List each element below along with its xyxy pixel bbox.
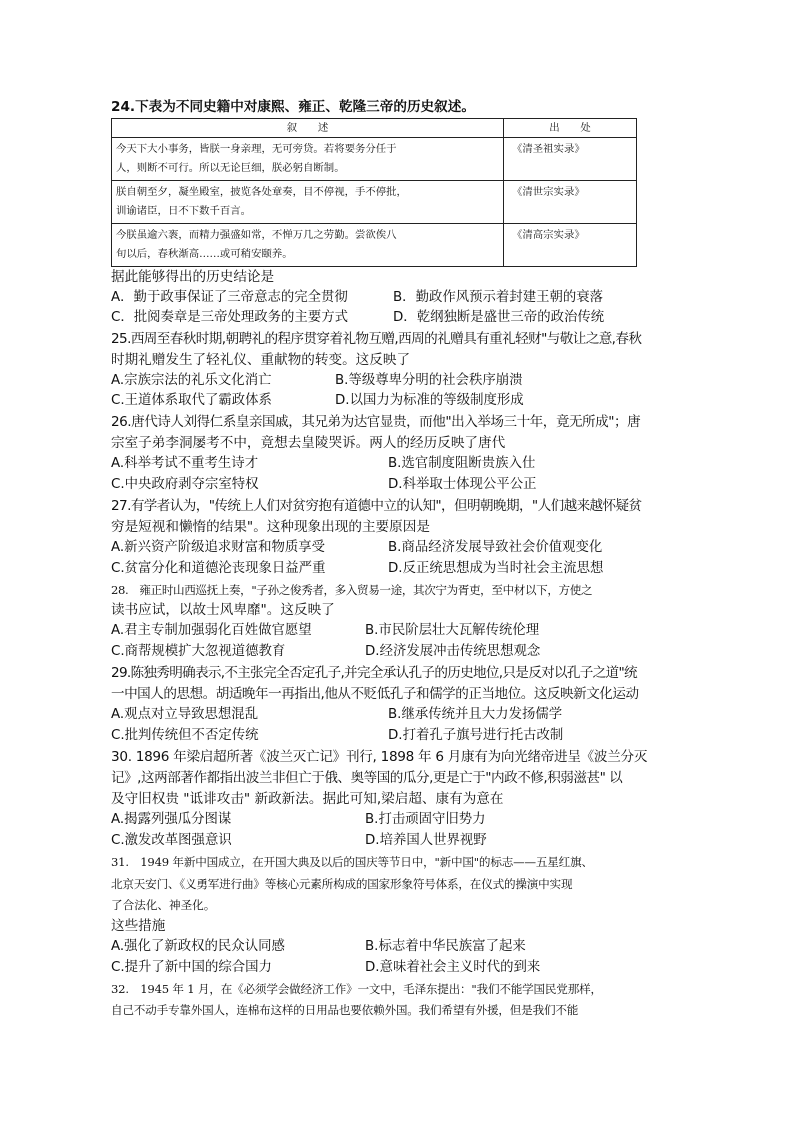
table-row: [112, 138, 637, 181]
history-table: [111, 118, 637, 267]
table-cell-narration: [112, 181, 504, 224]
q31-option-d[interactable]: D.意味着社会主义时代的到来: [365, 960, 541, 975]
q30-stem-line: 及守旧权贵 "诋诽攻击" 新政新法。据此可知,梁启超、康有为意在: [111, 791, 504, 807]
q29-stem-line: 一中国人的思想。胡适晚年一再指出,他从不贬低孔子和儒学的正当地位。这反映新文化运动: [111, 686, 639, 702]
q25-option-d[interactable]: D.以国力为标准的等级制度形成: [335, 393, 524, 408]
q26-option-a[interactable]: A.科举考试不重考生诗才: [111, 456, 259, 471]
q28-option-a[interactable]: A.君主专制加强弱化百姓做官愿望: [111, 623, 312, 638]
q24-stem: 24.下表为不同史籍中对康熙、雍正、乾隆三帝的历史叙述。: [111, 99, 475, 115]
q30-option-a[interactable]: A.揭露列强瓜分图谋: [111, 812, 232, 827]
q24-option-b[interactable]: B．勤政作风预示着封建王朝的衰落: [393, 290, 604, 305]
table-row: [112, 224, 637, 267]
q24-option-a[interactable]: A．勤于政事保证了三帝意志的完全贯彻: [111, 290, 348, 305]
narration-line: 旬以后，春秋渐高……或可稍安颐养。: [116, 248, 293, 260]
table-row: [112, 181, 637, 224]
q24-option-d[interactable]: D．乾纲独断是盛世三帝的政治传统: [393, 310, 605, 325]
q30-option-c[interactable]: C.激发改革图强意识: [111, 833, 232, 848]
narration-line: 今天下大小事务，皆朕一身亲理，无可旁贷。若将要务分任于: [116, 143, 397, 155]
q28-option-b[interactable]: B.市民阶层壮大瓦解传统伦理: [365, 623, 540, 638]
q30-stem-line: 记》,这两部著作都指出波兰非但亡于俄、奥等国的瓜分,更是亡于"内政不修,积弱滋甚" 以: [111, 770, 623, 786]
q30-option-b[interactable]: B.打击顽固守旧势力: [365, 812, 486, 827]
q25-option-a[interactable]: A.宗族宗法的礼乐文化消亡: [111, 373, 272, 388]
q31-option-a[interactable]: A.强化了新政权的民众认同感: [111, 939, 285, 954]
q30-stem-line: 30. 1896 年梁启超所著《波兰灭亡记》刊行, 1898 年 6 月康有为向光绪帝进呈《波兰分灭: [111, 749, 648, 765]
q25-stem-line: 25.西周至春秋时期,朝聘礼的程序贯穿着礼物互赠,西周的礼赠具有重礼轻财"与敬让之意,春秋: [111, 331, 642, 347]
table-cell-source: 《清圣祖实录》: [504, 138, 637, 181]
q29-option-a[interactable]: A.观点对立导致思想混乱: [111, 707, 259, 722]
q24-question: 据此能够得出的历史结论是: [111, 269, 275, 285]
q26-option-d[interactable]: D.科举取士体现公平公正: [388, 477, 537, 492]
q29-stem-line: 29.陈独秀明确表示,不主张完全否定孔子,并完全承认孔子的历史地位,只是反对以孔子之道"统: [111, 665, 637, 681]
q27-stem-line: 穷是短视和懒惰的结果"。这种现象出现的主要原因是: [111, 519, 430, 535]
table-header-source: 出 处: [504, 119, 637, 138]
table-cell-narration: [112, 224, 504, 267]
q29-option-c[interactable]: C.批判传统但不否定传统: [111, 728, 259, 743]
table-cell-source: 《清高宗实录》: [504, 224, 637, 267]
q27-option-b[interactable]: B.商品经济发展导致社会价值观变化: [388, 540, 603, 555]
q27-option-a[interactable]: A.新兴资产阶级追求财富和物质享受: [111, 540, 326, 555]
q31-option-b[interactable]: B.标志着中华民族富了起来: [365, 939, 526, 954]
q32-stem-line: 自己不动手专靠外国人，连棉布这样的日用品也要依赖外国。我们希望有外援，但是我们不能: [111, 1003, 579, 1017]
q29-option-b[interactable]: B.继承传统并且大力发扬儒学: [388, 707, 563, 722]
table-header-row: [112, 119, 637, 138]
q25-option-c[interactable]: C.王道体系取代了霸政体系: [111, 393, 272, 408]
q30-option-d[interactable]: D.培养国人世界视野: [365, 833, 487, 848]
narration-line: 今朕虽逾六袠，而精力强盛如常，不惮万几之劳勤。尝欲俟八: [116, 229, 397, 241]
q31-stem-line: 31. 1949 年新中国成立，在开国大典及以后的国庆等节日中，"新中国"的标志——五星红旗、: [111, 855, 593, 869]
narration-line: 训谕诸臣，日不下数千百言。: [116, 205, 252, 217]
narration-line: 人，则断不可行。所以无论巨细，朕必躬自断制。: [116, 162, 345, 174]
q28-stem-line: 28. 雍正时山西巡抚上奏，"子孙之俊秀者，多入贸易一途，其次宁为胥吏，至中材以下，方使之: [111, 583, 593, 597]
q24-option-c[interactable]: C．批阅奏章是三帝处理政务的主要方式: [111, 310, 348, 325]
q26-option-c[interactable]: C.中央政府剥夺宗室特权: [111, 477, 259, 492]
table-header-narration: 叙 述: [112, 119, 504, 138]
q31-option-c[interactable]: C.提升了新中国的综合国力: [111, 960, 272, 975]
q26-stem-line: 26.唐代诗人刘得仁系皇亲国戚，其兄弟为达官显贵，而他"出入举场三十年，竟无所成"；唐: [111, 414, 641, 430]
q28-option-c[interactable]: C.商帮规模扩大忽视道德教育: [111, 644, 286, 659]
table-cell-narration: [112, 138, 504, 181]
q28-option-d[interactable]: D.经济发展冲击传统思想观念: [365, 644, 541, 659]
q29-option-d[interactable]: D.打着孔子旗号进行托古改制: [388, 728, 564, 743]
q27-option-d[interactable]: D.反正统思想成为当时社会主流思想: [388, 561, 604, 576]
q26-option-b[interactable]: B.选官制度阻断贵族入仕: [388, 456, 536, 471]
q25-stem-line: 时期礼赠发生了轻礼仪、重献物的转变。这反映了: [111, 352, 411, 368]
q28-stem-line: 读书应试，以故士风卑靡"。这反映了: [111, 602, 335, 618]
q32-stem-line: 32. 1945 年 1 月，在《必须学会做经济工作》一文中，毛泽东提出："我们不能学国民党那样，: [111, 982, 602, 996]
q31-stem-line: 这些措施: [111, 918, 166, 934]
q27-stem-line: 27.有学者认为，"传统上人们对贫穷抱有道德中立的认知"，但明朝晚期，"人们越来越怀疑贫: [111, 498, 642, 514]
q25-option-b[interactable]: B.等级尊卑分明的社会秩序崩溃: [335, 373, 523, 388]
q31-stem-line: 北京天安门、《义勇军进行曲》等核心元素所构成的国家形象符号体系，在仪式的操演中实现: [111, 877, 573, 891]
q26-stem-line: 宗室子弟李洞屡考不中，竟想去皇陵哭诉。两人的经历反映了唐代: [111, 435, 506, 451]
table-cell-source: 《清世宗实录》: [504, 181, 637, 224]
q27-option-c[interactable]: C.贫富分化和道德沦丧现象日益严重: [111, 561, 326, 576]
narration-line: 朕自朝至夕，凝坐殿室，披览各处章奏，目不停视，手不停批，: [116, 186, 407, 198]
q31-stem-line: 了合法化、神圣化。: [111, 898, 216, 912]
